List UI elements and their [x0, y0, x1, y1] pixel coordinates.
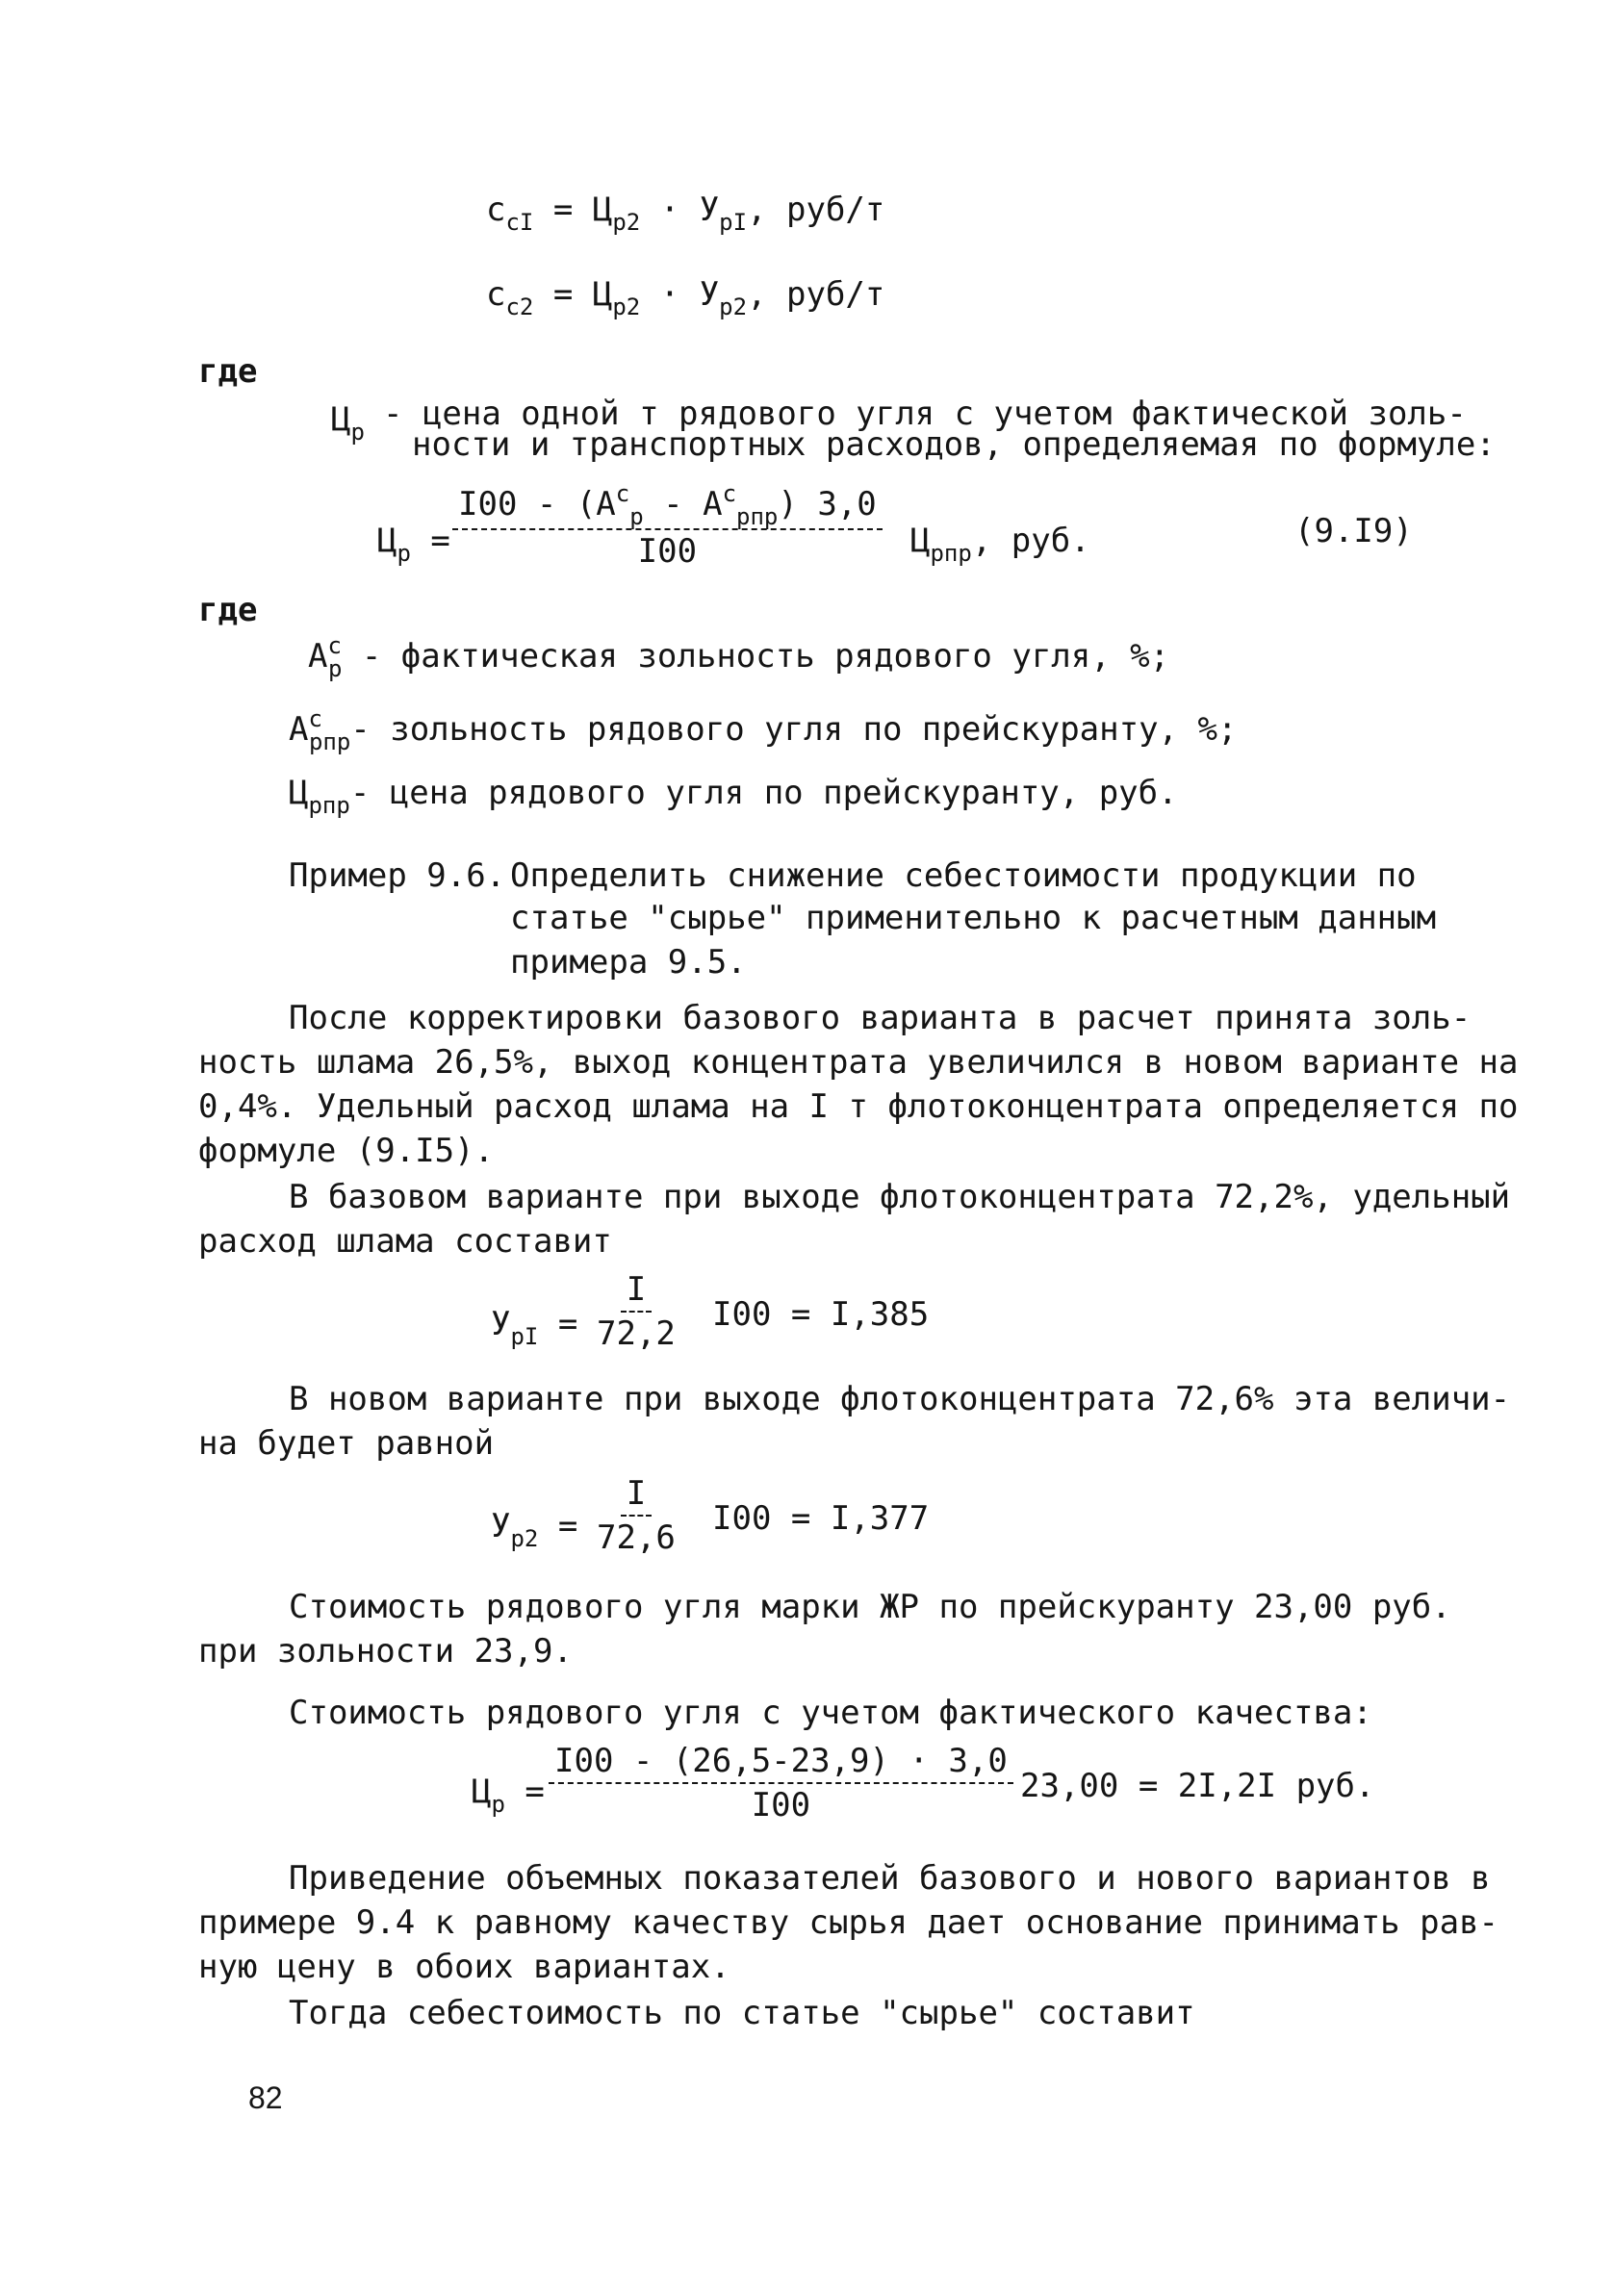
- formula-eq: =: [557, 1507, 578, 1545]
- def-text: - цена рядового угля по прейскуранту, руб.: [349, 774, 1178, 812]
- fraction-denominator: 72,2: [597, 1314, 676, 1353]
- formula-sub: p2: [510, 1525, 539, 1552]
- num-sup: c: [615, 480, 630, 507]
- formula-unit: , руб.: [971, 522, 1090, 560]
- num-sub: pпp: [736, 503, 779, 530]
- formula-eq: =: [557, 1305, 578, 1343]
- formula-dot: ·: [659, 275, 680, 314]
- para2-line2: расход шлама составит: [198, 1222, 612, 1261]
- def-text: - фактическая зольность рядового угля, %;: [342, 637, 1170, 676]
- formula-dot: ·: [659, 191, 680, 229]
- fraction: [597, 1268, 676, 1355]
- formula-calc-fraction: [549, 1740, 1013, 1826]
- formula-eq: =: [430, 522, 450, 560]
- def-sub: p: [327, 655, 343, 682]
- para5: Стоимость рядового угля с учетом фактического качества:: [289, 1694, 1372, 1732]
- def-sup: c: [327, 632, 342, 659]
- para1-line1: После корректировки базового варианта в расчет принята золь-: [289, 999, 1472, 1037]
- para3-line1: В новом варианте при выходе флотоконцентрата 72,6% эта величи-: [289, 1380, 1511, 1418]
- def-symbol: A: [308, 637, 328, 676]
- formula-eq: =: [552, 275, 574, 314]
- def-text: - зольность рядового угля по прейскуранту, %;: [350, 710, 1238, 749]
- example-line3: примера 9.5.: [510, 943, 747, 982]
- formula-sub: р: [397, 540, 411, 567]
- example-line1: Определить снижение себестоимости продукции по: [510, 856, 1417, 895]
- fraction-numerator: [452, 480, 883, 530]
- para6-line1: Приведение объемных показателей базового и нового вариантов в: [289, 1859, 1491, 1898]
- definition-ash-pricelist: [289, 705, 1238, 755]
- formula-var: c: [486, 275, 506, 314]
- num-sup: c: [722, 480, 737, 507]
- para1-line2: ность шлама 26,5%, выход концентрата увеличился в новом варианте на: [198, 1043, 1519, 1082]
- formula-var: У: [491, 1305, 511, 1343]
- formula-var: Ц: [910, 522, 931, 560]
- formula-9-19-lhs: [377, 520, 450, 565]
- page-number: 82: [248, 2080, 283, 2115]
- fraction-denominator: 72,6: [597, 1518, 676, 1557]
- formula-y1-rhs: I00 = I,385: [712, 1295, 930, 1334]
- definition-price-pricelist: [289, 772, 1178, 817]
- formula-var: c: [486, 191, 506, 229]
- definition-price-line2: ности и транспортных расходов, определяемая по формуле:: [412, 425, 1496, 464]
- formula-sub: p2: [612, 209, 641, 236]
- def-sup: c: [308, 705, 322, 732]
- formula-y1-lhs: [491, 1303, 577, 1348]
- formula-c-c1: [486, 189, 884, 234]
- formula-sub: p2: [612, 293, 641, 320]
- para1-line3: 0,4%. Удельный расход шлама на I т флотоконцентрата определяется по: [198, 1087, 1519, 1126]
- para4-line1: Стоимость рядового угля марки ЖР по прейскуранту 23,00 руб.: [289, 1588, 1451, 1626]
- formula-number: (9.I9): [1294, 512, 1413, 550]
- formula-sub: pI: [510, 1323, 539, 1350]
- formula-var: Ц: [592, 275, 613, 314]
- example-label: Пример 9.6.: [289, 856, 506, 895]
- formula-unit: , руб/т: [747, 191, 885, 229]
- formula-y1-fraction: [597, 1268, 676, 1355]
- formula-c-c2: [486, 273, 884, 319]
- formula-var: Ц: [472, 1773, 492, 1811]
- def-symbol-sub: р: [350, 419, 365, 446]
- fraction-denominator: I00: [751, 1786, 811, 1824]
- para7: Тогда себестоимость по статье "сырье" составит: [289, 1994, 1195, 2032]
- formula-sub: р: [491, 1791, 505, 1818]
- formula-sub: pпp: [930, 540, 972, 567]
- fraction: [549, 1740, 1013, 1826]
- def-sub: pпp: [308, 728, 351, 755]
- formula-calc-lhs: [472, 1771, 545, 1816]
- def-symbol: A: [289, 710, 309, 749]
- fraction-numerator: I: [621, 1268, 652, 1313]
- where-label-2: где: [198, 591, 258, 629]
- formula-var: Ц: [377, 522, 397, 560]
- fraction-denominator: I00: [637, 532, 698, 571]
- formula-9-19-fraction: [452, 480, 883, 573]
- formula-unit: , руб/т: [747, 275, 885, 314]
- fraction-numerator: I: [621, 1472, 652, 1517]
- formula-eq: =: [552, 191, 574, 229]
- definition-price: [331, 398, 365, 444]
- para1-line4: формуле (9.I5).: [198, 1132, 495, 1170]
- num-part: I00 - (A: [458, 485, 616, 523]
- formula-sub: p2: [719, 293, 748, 320]
- para6-line3: ную цену в обоих вариантах.: [198, 1948, 730, 1986]
- where-label: где: [198, 352, 258, 391]
- fraction-numerator: I00 - (26,5-23,9) · 3,0: [549, 1740, 1013, 1784]
- def-symbol: Ц: [289, 774, 309, 812]
- fraction: [452, 480, 883, 573]
- def-sub: pпp: [308, 792, 350, 819]
- fraction: [597, 1472, 676, 1559]
- def-symbol: Ц: [331, 400, 351, 439]
- formula-var: Ц: [592, 191, 613, 229]
- para3-line2: на будет равной: [198, 1424, 495, 1463]
- para6-line2: примере 9.4 к равному качеству сырья дает основание принимать рав-: [198, 1903, 1499, 1942]
- para2-line1: В базовом варианте при выходе флотоконцентрата 72,2%, удельный: [289, 1178, 1511, 1216]
- formula-var: У: [491, 1507, 511, 1545]
- definition-price-line1: - цена одной т рядового угля с учетом фактической золь-: [383, 395, 1467, 433]
- formula-y2-fraction: [597, 1472, 676, 1559]
- definition-ash-actual: [308, 632, 1170, 682]
- formula-y2-rhs: I00 = I,377: [712, 1499, 930, 1538]
- num-part: - A: [643, 485, 723, 523]
- example-line2: статье "сырье" применительно к расчетным данным: [510, 899, 1437, 937]
- num-sub: p: [629, 503, 644, 530]
- formula-eq: =: [525, 1773, 545, 1811]
- para4-line2: при зольности 23,9.: [198, 1632, 573, 1671]
- formula-sub: c2: [505, 293, 534, 320]
- num-part: ) 3,0: [778, 485, 877, 523]
- formula-var: У: [699, 191, 720, 229]
- formula-sub: cI: [505, 209, 534, 236]
- formula-9-19-tail: [910, 520, 1090, 565]
- formula-var: У: [699, 275, 720, 314]
- formula-sub: pI: [719, 209, 748, 236]
- formula-y2-lhs: [491, 1505, 577, 1550]
- formula-calc-rhs: 23,00 = 2I,2I руб.: [1020, 1767, 1375, 1805]
